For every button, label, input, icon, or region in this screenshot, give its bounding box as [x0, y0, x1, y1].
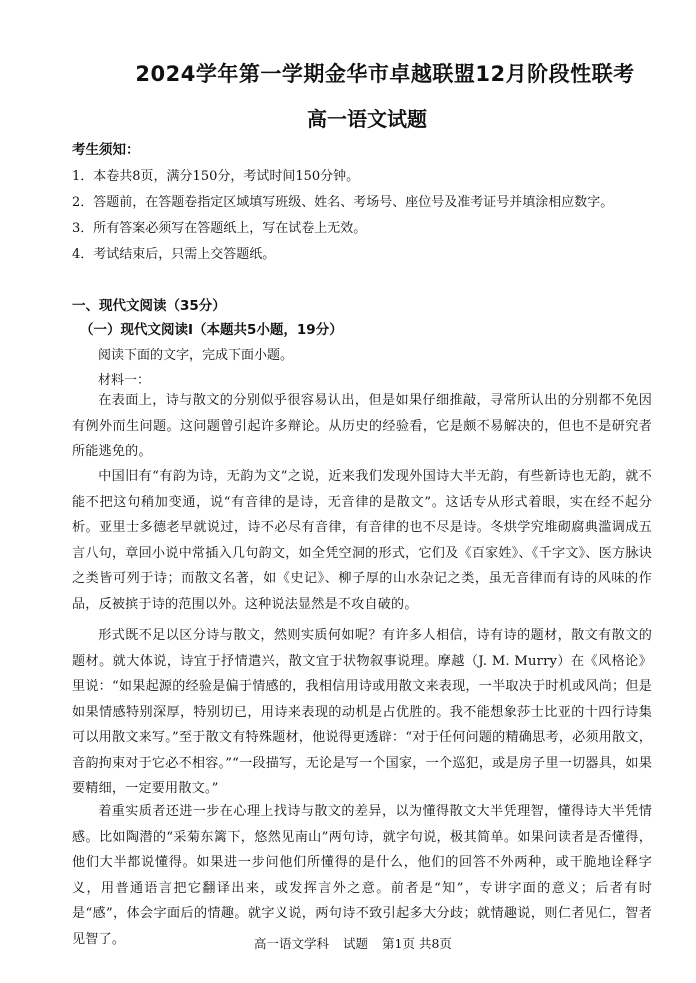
- notice-item: 1．本卷共8页，满分150分，考试时间150分钟。: [72, 169, 360, 184]
- footer-exam: 试题: [343, 936, 369, 951]
- notice-item: 3．所有答案必须写在答题纸上，写在试卷上无效。: [72, 221, 367, 236]
- exam-subtitle: 高一语文试题: [307, 107, 427, 131]
- notice-heading: 考生须知：: [72, 142, 140, 158]
- paragraph: 形式既不足以区分诗与散文，然则实质何如呢？有许多人相信，诗有诗的题材，散文有散文的题材。就大体说，诗宜于抒情遣兴，散文宜于状物叙事说理。摩越（J. M. Murry）在《风格论》里说：“如果起源的经验是偏于情感的，我相信用诗或用散文来表现，一半取决于时机或风尚；但是如果情感特别深厚，特别切已，用诗来表现的动机是占优胜的。我不能想象莎士比亚的十四行诗集可以用散文来写。”至于散文有特殊题材，他说得更透辟：“对于任何问题的精确思考，必须用散文，音韵拘束对于它必不相容。”“一段描写，无论是写一个国家，一个巡犯，或是房子里一切器具，如果要精细，一定要用散文。”: [72, 628, 652, 796]
- notice-item: 2．答题前，在答题卷指定区域填写班级、姓名、考场号、座位号及准考证号并填涂相应数字。: [72, 195, 614, 210]
- material-label: 材料一：: [98, 373, 151, 388]
- footer-page-number: 第1页 共8页: [382, 936, 452, 951]
- paragraph: 在表面上，诗与散文的分别似乎很容易认出，但是如果仔细推敲，寻常所认出的分别都不免因有例外而生问题。这问题曾引起许多辩论。从历史的经验看，它是颇不易解决的，但也不是研究者所能逃免的。: [72, 393, 652, 459]
- exam-title: 2024学年第一学期金华市卓越联盟12月阶段性联考: [135, 62, 635, 86]
- page-footer: [0, 934, 696, 952]
- paragraph: 着重实质者还进一步在心理上找诗与散文的差异，以为懂得散文大半凭理智，懂得诗大半凭情感。比如陶潜的“采菊东篱下，悠然见南山”两句诗，就字句说，极其简单。如果问读者是否懂得，他们大半都说懂得。如果进一步问他们所懂得的是什么，他们的回答不外两种，或干脆地诠释字义，用普通语言把它翻译出来，或发挥言外之意。前者是“知”，专讲字面的意义；后者有时是“感”，体会字面后的情趣。就字义说，两句诗不致引起多大分歧；就情趣说，则仁者见仁，智者见智了。: [72, 804, 652, 947]
- reading-instruction: 阅读下面的文字，完成下面小题。: [98, 348, 294, 363]
- paragraph: 中国旧有“有韵为诗，无韵为文”之说，近来我们发现外国诗大半无韵，有些新诗也无韵，就不能不把这句稍加变通，说“有音律的是诗，无音律的是散文”。这话专从形式着眼，实在经不起分析。亚里士多德老早就说过，诗不必尽有音律，有音律的也不尽是诗。冬烘学究堆砌腐典滥调成五言八句，章回小说中常插入几句韵文，如全凭空洞的形式，它们及《百家姓》、《千字文》、医方脉诀之类皆可列于诗；而散文名著，如《史记》、柳子厚的山水杂记之类，虽无音律而有诗的风味的作品，反被摈于诗的范围以外。这种说法显然是不攻自破的。: [72, 469, 652, 612]
- footer-subject: 高一语文学科: [254, 936, 330, 951]
- notice-item: 4．考试结束后，只需上交答题纸。: [72, 247, 276, 262]
- section-heading: 一、现代文阅读（35分）: [72, 298, 226, 314]
- subsection-heading: （一）现代文阅读Ⅰ（本题共5小题，19分）: [80, 322, 343, 338]
